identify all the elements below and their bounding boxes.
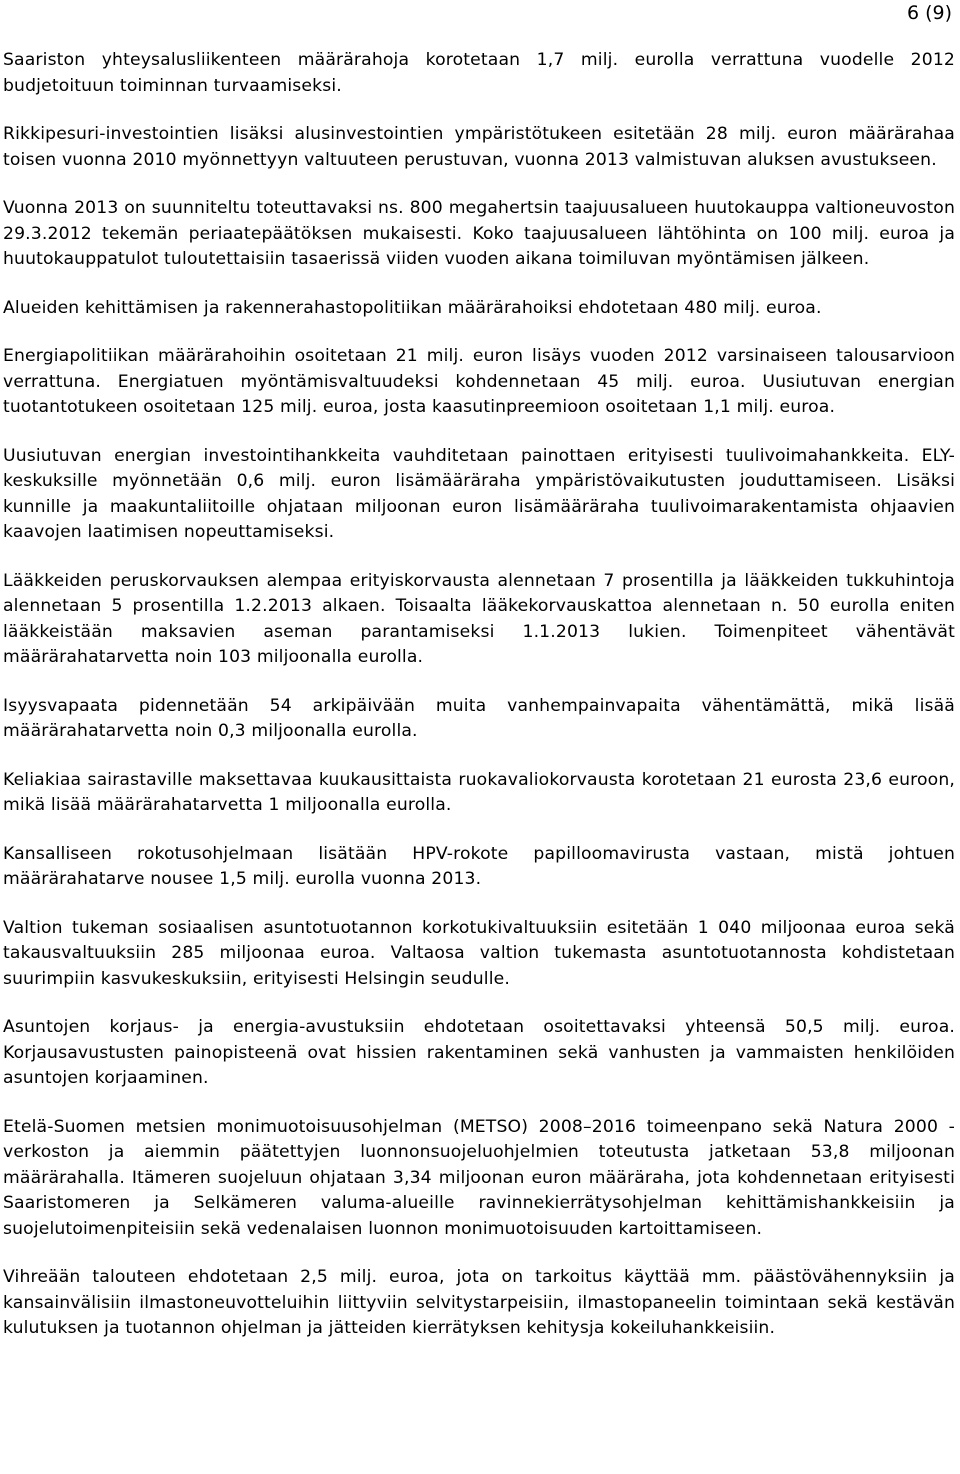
paragraph-social-housing: Valtion tukeman sosiaalisen asuntotuotannon korkotukivaltuuksiin esitetään 1 040 miljoonaa euroa sekä takausvaltuuksiin 285 miljoonaa euroa. Valtaosa valtion tukemasta asuntotuotannosta kohdistetaan suurimpiin kasvukeskuksiin, erityisesti Helsingin seudulle. [3, 917, 955, 989]
paragraph-green-economy: Vihreään talouteen ehdotetaan 2,5 milj. euroa, jota on tarkoitus käyttää mm. päästövähennyksiin ja kansainvälisiin ilmastoneuvotteluihin liittyviin selvitystarpeisiin, ilmastopaneelin toimintaan sekä kestävän kulutuksen ja tuotannon ohjelman ja jätteiden kierrätyksen kehitysja kokeiluhankkeisiin. [3, 1267, 955, 1338]
paragraph-renewable-investments: Uusiutuvan energian investointihankkeita vauhditetaan painottaen erityisesti tuulivoimahankkeita. ELY-keskuksille myönnetään 0,6 milj. euron lisämääräraha ympäristövaikutusten jouduttamiseen. Lisäksi kunnille ja maakuntaliitoille ohjataan miljoonan euron lisämääräraha tuulivoimarakentamista ohjaavien kaavojen laatimisen nopeuttamiseksi. [3, 445, 955, 542]
paragraph-energy-policy: Energiapolitiikan määrärahoihin osoitetaan 21 milj. euron lisäys vuoden 2012 varsinaiseen talousarvioon verrattuna. Energiatuen myöntämisvaltuudeksi kohdennetaan 45 milj. euroa. Uusiutuvan energian tuotantotukeen osoitetaan 125 milj. euroa, josta kaasutinpreemioon osoitetaan 1,1 milj. euroa. [3, 346, 955, 417]
paragraph-paternity-leave: Isyysvapaata pidennetään 54 arkipäivään muita vanhempainvapaita vähentämättä, mikä lisää määrärahatarvetta noin 0,3 miljoonalla eurolla. [3, 695, 955, 741]
paragraph-vaccination-program: Kansalliseen rokotusohjelmaan lisätään HPV-rokote papilloomavirusta vastaan, mistä johtuen määrärahatarve nousee 1,5 milj. eurolla vuonna 2013. [3, 843, 955, 889]
paragraph-frequency-auction: Vuonna 2013 on suunniteltu toteuttavaksi ns. 800 megahertsin taajuusalueen huutokauppa valtioneuvoston 29.3.2012 tekemän periaatepäätöksen mukaisesti. Koko taajuusalueen lähtöhinta on 100 milj. euroa ja huutokauppatulot tuloutettaisiin tasaerissä viiden vuoden aikana toimiluvan myöntämisen jälkeen. [3, 198, 955, 269]
paragraph-archipelago-ferry: Saariston yhteysalusliikenteen määrärahoja korotetaan 1,7 milj. eurolla verrattuna vuodelle 2012 budjetoituun toiminnan turvaamiseksi. [3, 50, 955, 96]
page-number: 6 (9) [906, 2, 952, 24]
paragraph-forest-biodiversity: Etelä-Suomen metsien monimuotoisuusohjelman (METSO) 2008–2016 toimeenpano sekä Natura 2000 -verkoston ja aiemmin päätettyjen luonnonsuojeluohjelmien toteutusta jatketaan 53,8 miljoonan määrärahalla. Itämeren suojeluun ohjataan 3,34 miljoonan euron määräraha, jota kohdennetaan erityisesti Saaristomeren ja Selkämeren valuma-alueille ravinnekierrätysohjelman kehittämishankkeisiin ja suojelutoimenpiteisiin sekä vedenalaisen luonnon monimuotoisuuden kartoittamiseen. [3, 1116, 955, 1239]
paragraph-celiac-compensation: Keliakiaa sairastaville maksettavaa kuukausittaista ruokavaliokorvausta korotetaan 21 eurosta 23,6 euroon, mikä lisää määrärahatarvetta 1 miljoonalla eurolla. [3, 769, 955, 815]
document-body [3, 48, 955, 1342]
paragraph-regional-development: Alueiden kehittämisen ja rakennerahastopolitiikan määrärahoiksi ehdotetaan 480 milj. euroa. [3, 297, 822, 318]
paragraph-ship-investment: Rikkipesuri-investointien lisäksi alusinvestointien ympäristötukeen esitetään 28 milj. euron määrärahaa toisen vuonna 2010 myönnettyyn valtuuteen perustuvan, vuonna 2013 valmistuvan aluksen avustukseen. [3, 124, 955, 170]
paragraph-housing-repair: Asuntojen korjaus- ja energia-avustuksiin ehdotetaan osoitettavaksi yhteensä 50,5 milj. euroa. Korjausavustusten painopisteenä ovat hissien rakentaminen sekä vanhusten ja vammaisten henkilöiden asuntojen korjaaminen. [3, 1017, 955, 1088]
paragraph-medicine-reimbursement: Lääkkeiden peruskorvauksen alempaa erityiskorvausta alennetaan 7 prosentilla ja lääkkeiden tukkuhintoja alennetaan 5 prosentilla 1.2.2013 alkaen. Toisaalta lääkekorvauskattoa alennetaan n. 50 eurolla eniten lääkkeistään maksavien aseman parantamiseksi 1.1.2013 lukien. Toimenpiteet vähentävät määrärahatarvetta noin 103 miljoonalla eurolla. [3, 570, 955, 667]
